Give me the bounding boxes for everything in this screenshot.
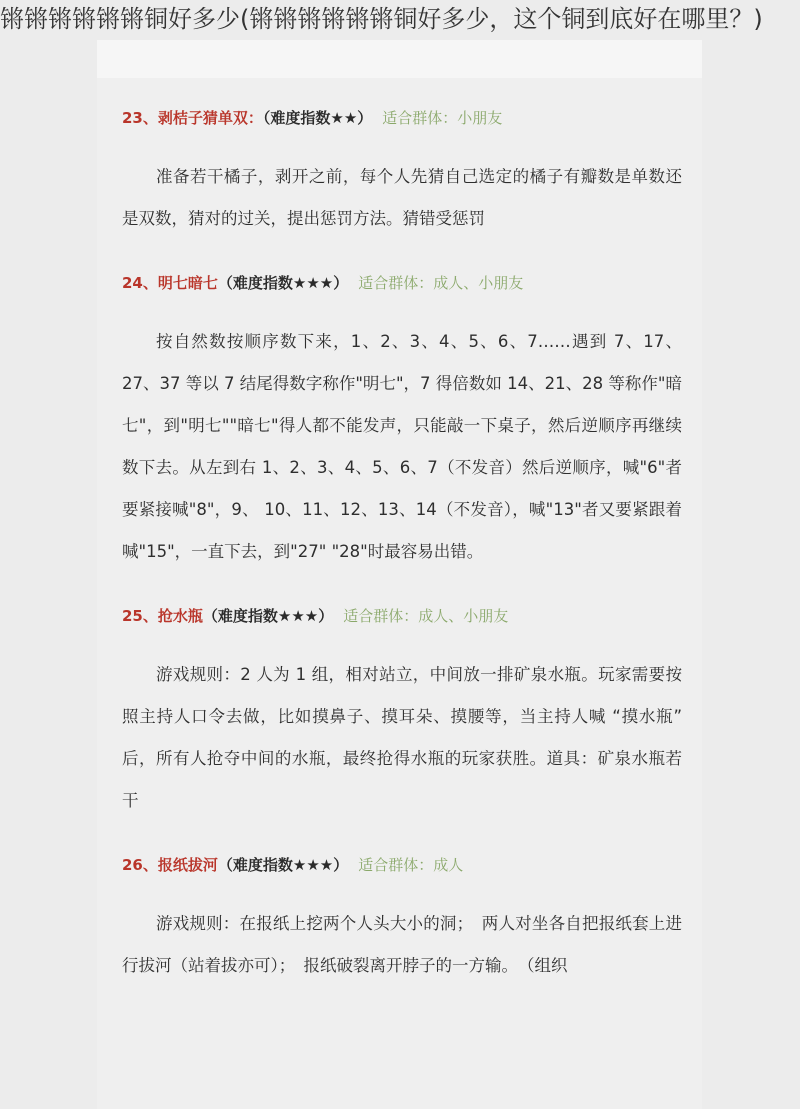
- audience-label: 适合群体：成人、小朋友: [358, 274, 524, 292]
- game-section-24: [122, 272, 682, 573]
- audience-label: 适合群体：成人: [358, 856, 464, 874]
- game-number: 23、: [122, 109, 158, 127]
- game-description: 游戏规则：在报纸上挖两个人头大小的洞； 两人对坐各自把报纸套上进行拔河（站着拔亦可）； 报纸破裂离开脖子的一方输。 （组织: [122, 914, 682, 975]
- game-name: 抢水瓶: [157, 607, 203, 625]
- header-strip: [97, 40, 702, 78]
- game-name: 报纸拔河: [157, 856, 218, 874]
- difficulty-rating: （难度指数★★★）: [202, 607, 334, 625]
- difficulty-rating: （难度指数★★）: [262, 109, 373, 127]
- audience-label: 适合群体：小朋友: [382, 109, 503, 127]
- difficulty-rating: （难度指数★★★）: [217, 274, 349, 292]
- game-heading: [122, 272, 682, 294]
- game-section-23: [122, 107, 682, 240]
- difficulty-rating: （难度指数★★★）: [217, 856, 349, 874]
- game-description: 游戏规则：2 人为 1 组，相对站立，中间放一排矿泉水瓶。玩家需要按照主持人口令去做，比如摸鼻子、摸耳朵、摸腰等，当主持人喊 “摸水瓶” 后，所有人抢夺中间的水瓶，最终抢得水瓶的玩家获胜。道具：矿泉水瓶若干: [122, 665, 682, 810]
- game-description: 准备若干橘子，剥开之前，每个人先猜自己选定的橘子有瓣数是单数还是双数，猜对的过关，提出惩罚方法。猜错受惩罚: [122, 167, 682, 228]
- page-title: 锵锵锵锵锵锵铜好多少(锵锵锵锵锵锵铜好多少，这个铜到底好在哪里？): [0, 5, 763, 33]
- game-description: 按自然数按顺序数下来，1、2、3、4、5、6、7……遇到 7、17、27、37 等以 7 结尾得数字称作"明七"，7 得倍数如 14、21、28 等称作"暗七"，到"明七""暗七"得人都不能发声，只能敲一下桌子，然后逆顺序再继续数下去。从左到右 1、2、3、4、5、6、7（不发音）然后逆顺序，喊"6"者要紧接喊"8"，9、 10、11、12、13、14（不发音），喊"13"者又要紧跟着喊"15"，一直下去，到"27" "28"时最容易出错。: [122, 332, 682, 561]
- audience-label: 适合群体：成人、小朋友: [343, 607, 509, 625]
- game-number: 26、: [122, 856, 158, 874]
- game-section-25: [122, 605, 682, 822]
- game-heading: [122, 854, 682, 876]
- game-name: 明七暗七: [157, 274, 218, 292]
- game-heading: [122, 605, 682, 627]
- game-name: 剥桔子猜单双：: [157, 109, 263, 127]
- game-number: 24、: [122, 274, 158, 292]
- game-section-26: [122, 854, 682, 987]
- game-number: 25、: [122, 607, 158, 625]
- game-heading: [122, 107, 682, 129]
